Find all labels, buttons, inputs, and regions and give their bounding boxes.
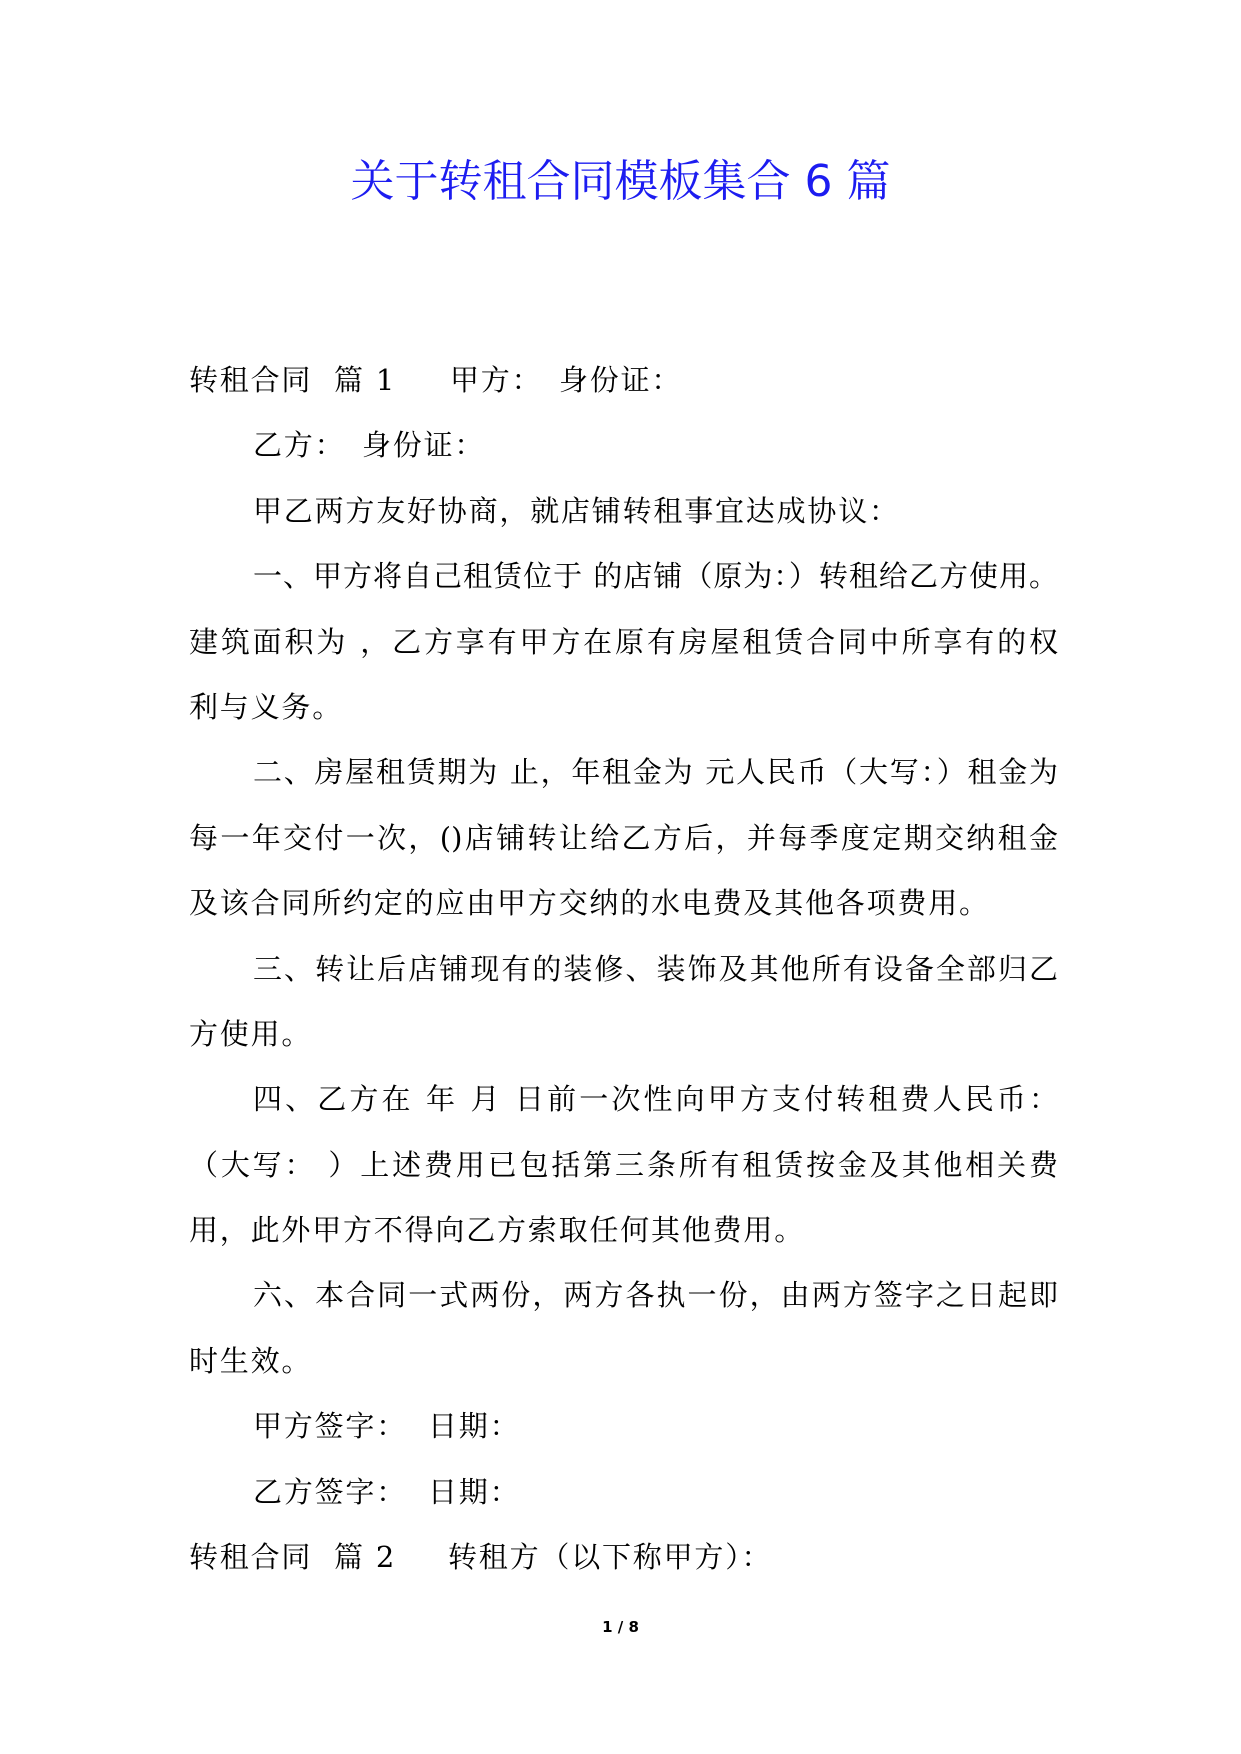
signature-line-party-b xyxy=(189,1460,1058,1525)
signature-date-label: 日期： xyxy=(428,1474,521,1509)
signature-label: 乙方签字： xyxy=(253,1474,408,1509)
paragraph-line: 及该合同所约定的应由甲方交纳的水电费及其他各项费用。 xyxy=(189,886,990,921)
paragraph-line: 建筑面积为 ，乙方享有甲方在原有房屋租赁合同中所享有的权 xyxy=(189,624,1058,659)
signature-line-party-a xyxy=(189,1394,1058,1459)
party-b-id-label: 身份证： xyxy=(362,428,486,463)
party-b-label: 乙方： xyxy=(253,428,346,463)
section-1-header xyxy=(189,348,1058,413)
section-1-heading: 转租合同 xyxy=(189,363,313,397)
paragraph-line: 甲乙两方友好协商，就店铺转租事宜达成协议： xyxy=(253,493,900,528)
paragraph-line: 三、转让后店铺现有的装修、装饰及其他所有设备全部归乙 xyxy=(253,951,1058,986)
signature-label: 甲方签字： xyxy=(253,1409,408,1444)
sublessor-label: 转租方（以下称甲方）： xyxy=(448,1540,773,1575)
paragraph-line: 利与义务。 xyxy=(189,689,344,724)
section-2-number: 篇 2 xyxy=(334,1540,397,1575)
paragraph-line: 时生效。 xyxy=(189,1343,313,1378)
paragraph-line: 一、甲方将自己租赁位于 的店铺（原为：）转租给乙方使用。 xyxy=(253,559,1058,594)
page-number: 1 / 8 xyxy=(602,1618,639,1636)
document-title: 关于转租合同模板集合 6 篇 xyxy=(350,156,891,207)
paragraph-line: 用，此外甲方不得向乙方索取任何其他费用。 xyxy=(189,1213,806,1248)
paragraph-line: 四、乙方在 年 月 日前一次性向甲方支付转租费人民币： xyxy=(253,1082,1058,1117)
document-body xyxy=(189,348,1058,1590)
section-1-number: 篇 1 xyxy=(334,363,397,397)
signature-date-label: 日期： xyxy=(428,1409,521,1444)
party-a-label: 甲方： xyxy=(450,363,543,397)
paragraph-line: 六、本合同一式两份，两方各执一份，由两方签字之日起即 xyxy=(253,1278,1058,1313)
paragraph-line: 二、房屋租赁期为 止，年租金为 元人民币（大写：）租金为 xyxy=(253,755,1058,790)
paragraph-line: （大写： ）上述费用已包括第三条所有租赁按金及其他相关费 xyxy=(189,1147,1058,1182)
paragraph-line: 每一年交付一次，()店铺转让给乙方后，并每季度定期交纳租金 xyxy=(189,820,1058,855)
party-b-line xyxy=(189,413,1058,478)
paragraph-line: 方使用。 xyxy=(189,1016,313,1051)
section-2-heading: 转租合同 xyxy=(189,1540,313,1575)
party-a-id-label: 身份证： xyxy=(559,363,683,397)
section-2-header xyxy=(189,1525,1058,1590)
